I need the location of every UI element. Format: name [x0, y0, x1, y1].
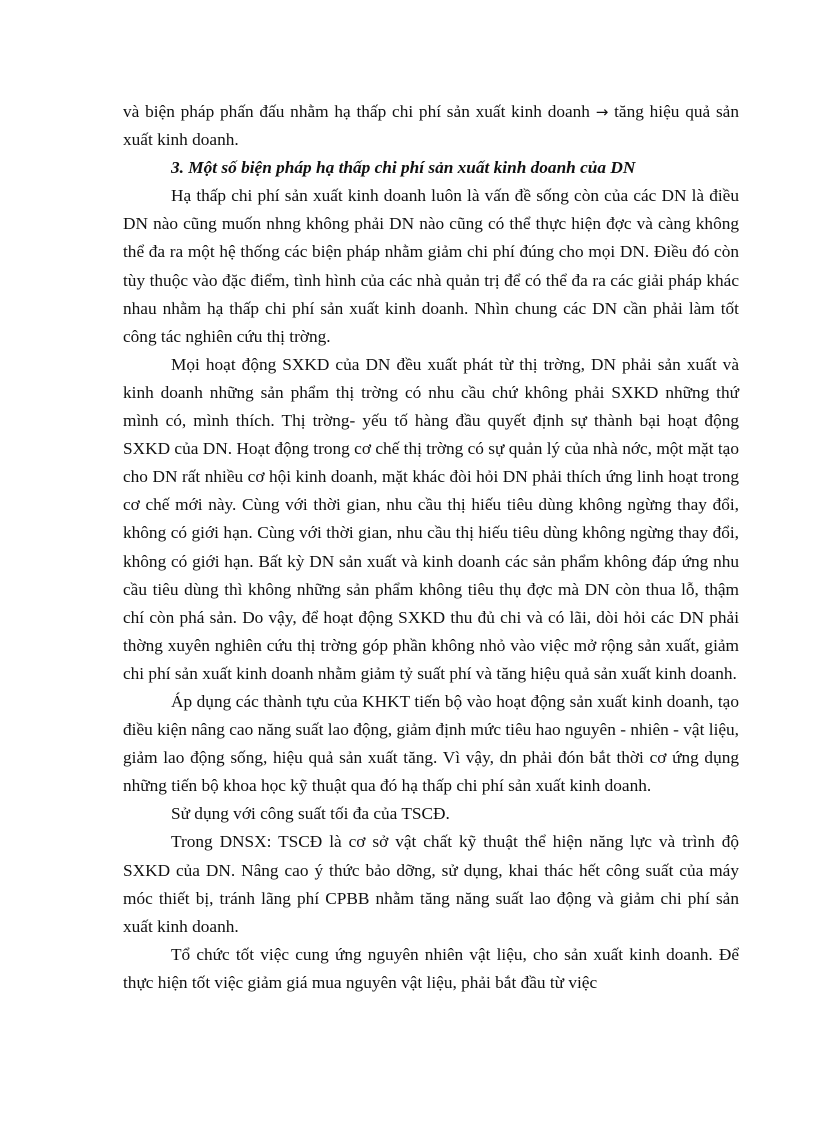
paragraph: Sử dụng với công suất tối đa của TSCĐ.	[171, 804, 450, 824]
right-arrow-icon: →	[595, 103, 609, 121]
paragraph-text: và biện pháp phấn đấu nhằm hạ thấp chi phí sản xuất kinh doanh	[123, 102, 596, 121]
paragraph: Trong DNSX: TSCĐ là cơ sở vật chất kỹ thuật thể hiện năng lực và trình độ SXKD của DN. Nâng cao ý thức bảo dỡng, sử dụng, khai thác hết công suất của máy móc thiết bị, tránh lãng phí CPBB nhằm tăng năng suất lao động và giảm chi phí sản xuất kinh doanh.	[123, 832, 739, 936]
section-heading: 3. Một số biện pháp hạ thấp chi phí sản xuất kinh doanh của DN	[171, 158, 636, 178]
document-page	[123, 98, 739, 997]
paragraph-text: tăng hiệu quả sản xuất kinh doanh.	[123, 102, 739, 150]
paragraph: Mọi hoạt động SXKD của DN đều xuất phát từ thị trờng, DN phải sản xuất và kinh doanh những sản phẩm thị trờng có nhu cầu chứ không phải SXKD những thứ mình có, mình thích. Thị trờng- yếu tố hàng đầu quyết định sự thành bại hoạt động SXKD của DN. Hoạt động trong cơ chế thị trờng có sự quản lý của nhà nớc, một mặt tạo cho DN rất nhiều cơ hội kinh doanh, mặt khác đòi hỏi DN phải thích ứng linh hoạt trong cơ chế mới này. Cùng với thời gian, nhu cầu thị hiếu tiêu dùng không ngừng thay đổi, không có giới hạn. Cùng với thời gian, nhu cầu thị hiếu tiêu dùng không ngừng thay đổi, không có giới hạn. Bất kỳ DN sản xuất và kinh doanh các sản phẩm không đáp ứng nhu cầu tiêu dùng thì không những sản phẩm không tiêu thụ đợc mà DN còn thua lỗ, thậm chí còn phá sản. Do vậy, để hoạt động SXKD thu đủ chi và có lãi, dòi hỏi các DN phải thờng xuyên nghiên cứu thị trờng góp phần không nhỏ vào việc mở rộng sản xuất, giảm chi phí sản xuất kinh doanh nhằm giảm tỷ suất phí và tăng hiệu quả sản xuất kinh doanh.	[123, 354, 739, 683]
paragraph-continuation	[123, 98, 739, 154]
paragraph: Hạ thấp chi phí sản xuất kinh doanh luôn là vấn đề sống còn của các DN là điều DN nào cũng muốn nhng không phải DN nào cũng có thể thực hiện đợc và càng không thể đa ra một hệ thống các biện pháp nhằm giảm chi phí đúng cho mọi DN. Điều đó còn tùy thuộc vào đặc điểm, tình hình của các nhà quản trị để có thể đa ra các giải pháp khác nhau nhằm hạ thấp chi phí sản xuất kinh doanh. Nhìn chung các DN cần phải làm tốt công tác nghiên cứu thị trờng.	[123, 186, 739, 346]
paragraph: Tổ chức tốt việc cung ứng nguyên nhiên vật liệu, cho sản xuất kinh doanh. Để thực hiện tốt việc giảm giá mua nguyên vật liệu, phải bắt đầu từ việc	[123, 944, 739, 992]
paragraph: Áp dụng các thành tựu của KHKT tiến bộ vào hoạt động sản xuất kinh doanh, tạo điều kiện nâng cao năng suất lao động, giảm định mức tiêu hao nguyên - nhiên - vật liệu, giảm lao động sống, hiệu quả sản xuất tăng. Vì vậy, dn phải đón bắt thời cơ ứng dụng những tiến bộ khoa học kỹ thuật qua đó hạ thấp chi phí sản xuất kinh doanh.	[123, 691, 739, 796]
